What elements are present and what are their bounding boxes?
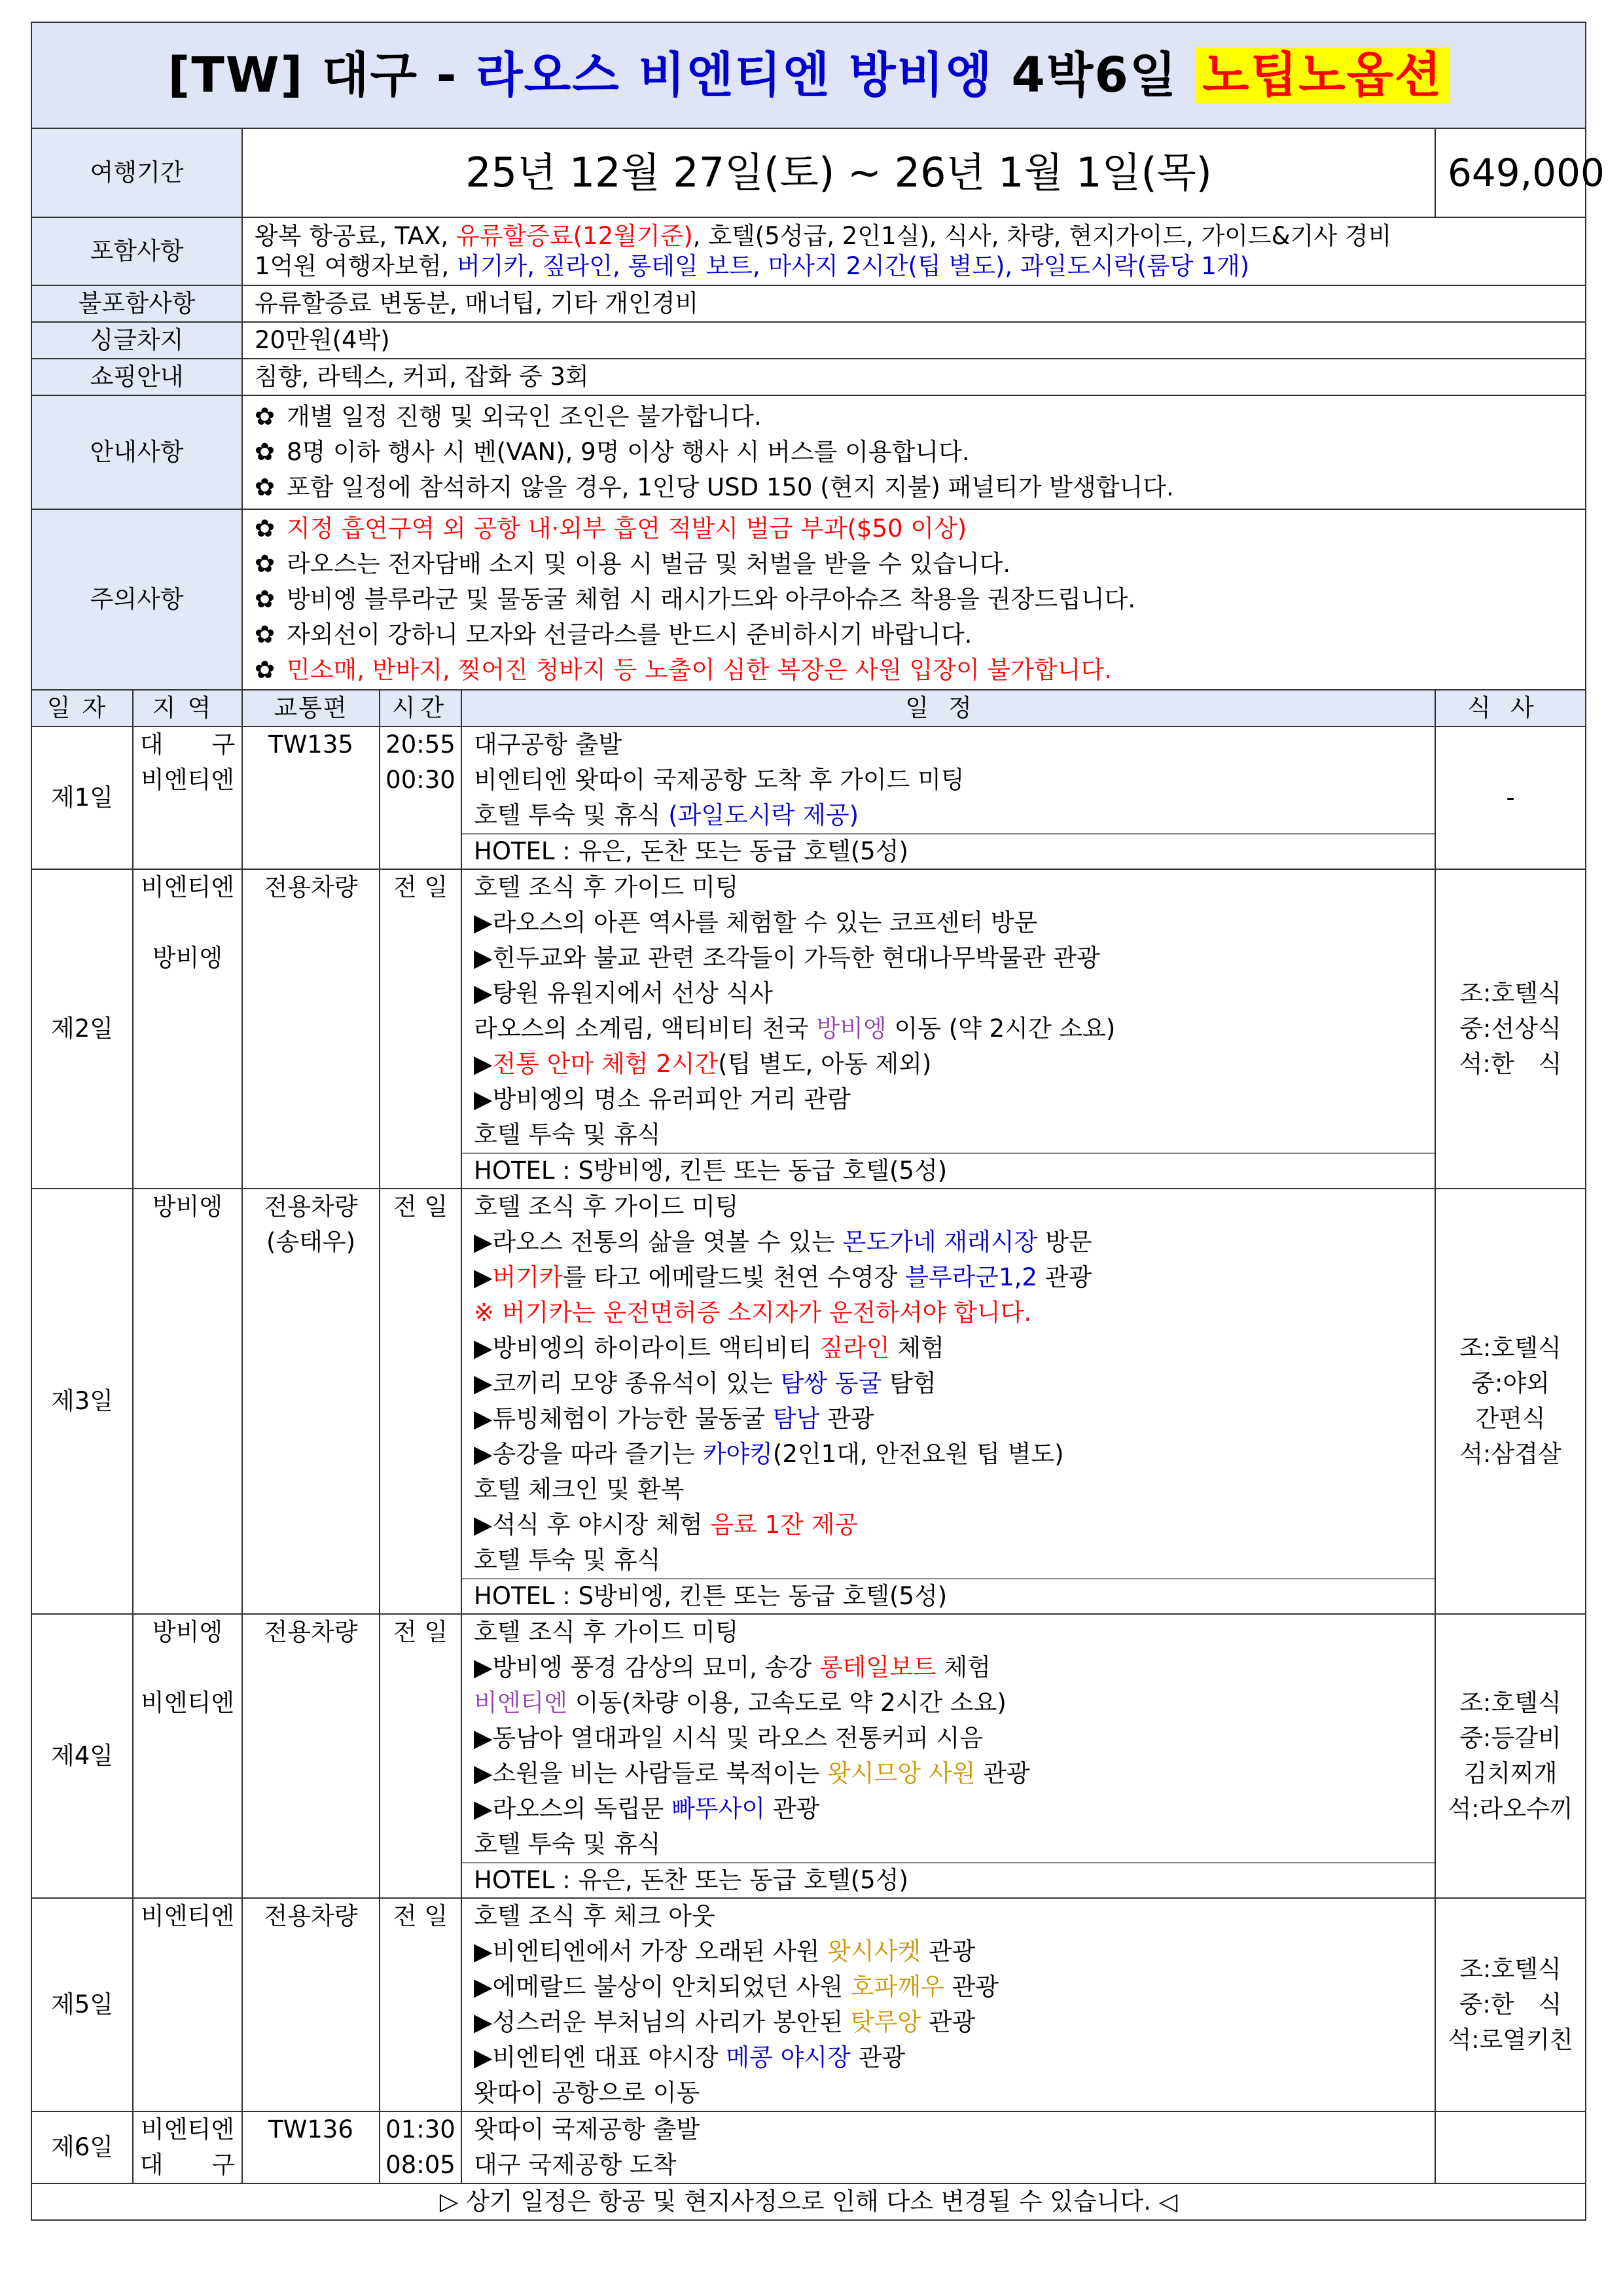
guide-label: 안내사항 <box>31 395 242 509</box>
day-schedule <box>461 1614 1435 1898</box>
schedule-text: ▶비엔티엔에서 가장 오래된 사원 <box>474 1937 828 1965</box>
schedule-line <box>462 1401 1435 1437</box>
include-line-1 <box>255 221 1573 251</box>
title-duration: 4박6일 <box>993 47 1196 103</box>
schedule-line: 호텔 조식 후 체크 아웃 <box>474 1902 715 1930</box>
meal-text: 조:호텔식 <box>1459 1334 1561 1362</box>
header-transport: 교통편 <box>242 690 380 726</box>
caution-item <box>255 547 1573 582</box>
header-region: 지역 <box>133 690 242 726</box>
day-time <box>380 2111 461 2183</box>
schedule-text: ▶비엔티엔 대표 야시장 <box>474 2043 726 2072</box>
schedule-line: 호텔 조식 후 가이드 미팅 <box>474 1618 739 1646</box>
region-text: 비엔티엔 <box>141 2115 234 2144</box>
day-transport: TW136 <box>242 2111 380 2183</box>
schedule-highlight: 탐쌍 동굴 <box>780 1369 882 1397</box>
include-fuel: 유류할증료(12월기준) <box>455 222 693 250</box>
schedule-text: 이동(차량 이용, 고속도로 약 2시간 소요) <box>567 1689 1007 1717</box>
schedule-line: 왓따이 공항으로 이동 <box>474 2079 700 2107</box>
schedule-line <box>462 1934 1435 1969</box>
schedule-line <box>462 1650 1435 1685</box>
schedule-text: ▶튜빙체험이 가능한 물동굴 <box>474 1405 773 1433</box>
schedule-text: ▶코끼리 모양 종유석이 있는 <box>474 1369 781 1397</box>
day-schedule <box>461 726 1435 869</box>
day-region <box>133 869 242 1189</box>
page-title <box>31 22 1586 128</box>
meal-text: 간편식 <box>1475 1405 1546 1433</box>
schedule-note: ※ 버기카는 운전면허증 소지자가 운전하셔야 합니다. <box>474 1299 1032 1327</box>
caution-text: 지정 흡연구역 외 공항 내·외부 흡연 적발시 벌금 부과($50 이상) <box>287 514 967 543</box>
schedule-highlight: 블루라군1,2 <box>905 1263 1037 1291</box>
title-prefix: [TW] 대구 - <box>168 47 476 103</box>
single-label: 싱글차지 <box>31 322 242 359</box>
hotel-line: HOTEL : S방비엥, 킨튼 또는 동급 호텔(5성) <box>462 1578 1435 1613</box>
day-time: 전 일 <box>380 1898 461 2111</box>
flower-icon: ✿ <box>255 473 276 501</box>
schedule-line <box>462 1011 1435 1047</box>
period-value: 25년 12월 27일(토) ~ 26년 1월 1일(목) <box>242 128 1435 217</box>
hotel-line: HOTEL : S방비엥, 킨튼 또는 동급 호텔(5성) <box>462 1153 1435 1188</box>
itinerary-sheet <box>31 22 1605 2221</box>
schedule-text: ▶송강을 따라 즐기는 <box>474 1440 703 1468</box>
include-activities: 버기카, 짚라인, 롱테일 보트, 마사지 2시간(팁 별도), 과일도시락(룸당 1개) <box>457 252 1250 280</box>
meal-text: 석:삼겹살 <box>1459 1440 1561 1468</box>
schedule-line <box>462 1225 1435 1260</box>
price: 649,000 <box>1435 128 1586 217</box>
schedule-line: ▶방비엥의 명소 유러피안 거리 관람 <box>474 1085 851 1113</box>
time-text: 20:55 <box>385 730 455 759</box>
caution-text: 라오스는 전자담배 소지 및 이용 시 벌금 및 처벌을 받을 수 있습니다. <box>287 550 1011 578</box>
schedule-text: 관광 <box>819 1405 874 1433</box>
schedule-line <box>462 1685 1435 1721</box>
schedule-line <box>462 2040 1435 2075</box>
period-label: 여행기간 <box>31 128 242 217</box>
day-meal <box>1435 869 1586 1189</box>
include-label: 포함사항 <box>31 217 242 285</box>
include-line-2 <box>255 251 1573 281</box>
guide-list <box>242 395 1586 509</box>
caution-text: 방비엥 블루라군 및 물동굴 체험 시 래시가드와 아쿠아슈즈 착용을 권장드립니다. <box>287 585 1136 613</box>
schedule-highlight: 버기카 <box>492 1263 563 1291</box>
caution-label: 주의사항 <box>31 509 242 690</box>
schedule-line: ▶힌두교와 불교 관련 조각들이 가득한 현대나무박물관 관광 <box>474 944 1100 972</box>
header-meal: 식사 <box>1435 690 1586 726</box>
include-text: 1억원 여행자보험, <box>255 252 457 280</box>
day-label: 제2일 <box>31 869 133 1189</box>
day-time: 전 일 <box>380 869 461 1189</box>
day-region: 방비엥 <box>133 1189 242 1614</box>
header-day: 일자 <box>31 690 133 726</box>
schedule-line: 왓따이 국제공항 출발 <box>474 2115 700 2144</box>
guide-text: 8명 이하 행사 시 벤(VAN), 9명 이상 행사 시 버스를 이용합니다. <box>287 438 970 466</box>
schedule-line <box>462 1437 1435 1472</box>
schedule-line <box>462 1260 1435 1295</box>
schedule-text: (2인1대, 안전요원 팁 별도) <box>772 1440 1064 1468</box>
single-value: 20만원(4박) <box>242 322 1586 359</box>
day-meal <box>1435 1614 1586 1898</box>
schedule-highlight: 음료 1잔 제공 <box>710 1511 859 1539</box>
meal-text: 석:한 식 <box>1459 1050 1562 1078</box>
day-region: 비엔티엔 <box>133 1898 242 2111</box>
meal-text: 석:로열키친 <box>1448 2026 1573 2054</box>
header-schedule: 일정 <box>461 690 1435 726</box>
day-row <box>31 1189 1586 1614</box>
hotel-line: HOTEL : 유은, 돈찬 또는 동급 호텔(5성) <box>462 1862 1435 1897</box>
schedule-text: ▶라오스 전통의 삶을 엿볼 수 있는 <box>474 1228 843 1256</box>
region-text: 방비엥 <box>152 1618 223 1646</box>
schedule-text: 관광 <box>1037 1263 1092 1291</box>
meal-text: 중:한 식 <box>1459 1990 1562 2018</box>
region-text: 비엔티엔 <box>141 1689 234 1717</box>
include-text: 왕복 항공료, TAX, <box>255 222 456 250</box>
schedule-text: 관광 <box>921 2008 976 2036</box>
region-text: 비엔티엔 <box>141 873 234 901</box>
flower-icon: ✿ <box>255 403 276 431</box>
day-label: 제1일 <box>31 726 133 869</box>
schedule-text: 체험 <box>936 1653 991 1681</box>
schedule-line: 호텔 투숙 및 휴식 <box>474 1546 661 1574</box>
footer-note: ▷ 상기 일정은 항공 및 현지사정으로 인해 다소 변경될 수 있습니다. ◁ <box>31 2183 1586 2220</box>
schedule-line <box>462 2005 1435 2040</box>
day-transport: 전용차량 <box>242 869 380 1189</box>
flower-icon: ✿ <box>255 585 276 613</box>
include-text: , 호텔(5성급, 2인1실), 식사, 차량, 현지가이드, 가이드&기사 경비 <box>692 222 1392 250</box>
schedule-line: 호텔 조식 후 가이드 미팅 <box>474 1193 739 1221</box>
day-schedule <box>461 2111 1435 2183</box>
flower-icon: ✿ <box>255 620 276 649</box>
schedule-text: 관광 <box>975 1759 1030 1787</box>
meal-text: 중:등갈비 <box>1459 1724 1561 1752</box>
flower-icon: ✿ <box>255 514 276 543</box>
day-transport: 전용차량 <box>242 1614 380 1898</box>
flower-icon: ✿ <box>255 438 276 466</box>
schedule-line <box>462 1507 1435 1543</box>
exclude-value: 유류할증료 변동분, 매너팁, 기타 개인경비 <box>242 285 1586 322</box>
schedule-text: ▶소원을 비는 사람들로 북적이는 <box>474 1759 828 1787</box>
schedule-line: 호텔 조식 후 가이드 미팅 <box>474 873 739 901</box>
schedule-text: 호텔 투숙 및 휴식 <box>474 801 669 829</box>
schedule-text: 라오스의 소계림, 액티비티 천국 <box>474 1014 817 1043</box>
schedule-line: 대구 국제공항 도착 <box>474 2151 677 2179</box>
schedule-line: 대구공항 출발 <box>474 730 622 759</box>
include-value <box>242 217 1586 285</box>
day-row <box>31 1614 1586 1898</box>
transport-text: (송태우) <box>266 1228 356 1256</box>
guide-item <box>255 399 1573 435</box>
schedule-text: 관광 <box>850 2043 906 2072</box>
schedule-line <box>462 1969 1435 2005</box>
schedule-highlight: 탓루앙 <box>850 2008 921 2036</box>
header-time: 시간 <box>380 690 461 726</box>
caution-list <box>242 509 1586 690</box>
guide-text: 포함 일정에 참석하지 않을 경우, 1인당 USD 150 (현지 지불) 패널티가 발생합니다. <box>287 473 1174 501</box>
schedule-text: ▶라오스의 독립문 <box>474 1795 672 1823</box>
schedule-line <box>462 1791 1435 1827</box>
caution-item <box>255 617 1573 653</box>
day-time <box>380 726 461 869</box>
day-time: 전 일 <box>380 1614 461 1898</box>
guide-item <box>255 470 1573 505</box>
spacer <box>134 905 241 941</box>
schedule-highlight: 전통 안마 체험 2시간 <box>492 1050 719 1078</box>
day-label: 제6일 <box>31 2111 133 2183</box>
schedule-text: (팁 별도, 아동 제외) <box>718 1050 932 1078</box>
transport-text: 전용차량 <box>264 1193 358 1221</box>
day-meal <box>1435 2111 1586 2183</box>
day-region <box>133 726 242 869</box>
guide-text: 개별 일정 진행 및 외국인 조인은 불가합니다. <box>287 403 762 431</box>
shopping-label: 쇼핑안내 <box>31 359 242 395</box>
schedule-line <box>462 1331 1435 1366</box>
itinerary-table <box>31 22 1605 2221</box>
schedule-highlight: 몬도가네 재래시장 <box>842 1228 1038 1256</box>
day-row <box>31 869 1586 1189</box>
schedule-text: ▶석식 후 야시장 체험 <box>474 1511 711 1539</box>
schedule-line <box>462 1756 1435 1791</box>
day-label: 제3일 <box>31 1189 133 1614</box>
day-row <box>31 726 1586 869</box>
schedule-highlight: 탐남 <box>772 1405 820 1433</box>
schedule-highlight: 방비엥 <box>816 1014 887 1043</box>
meal-text: 조:호텔식 <box>1459 1955 1561 1983</box>
schedule-text: ▶방비엥 풍경 감상의 묘미, 송강 <box>474 1653 819 1681</box>
time-text: 08:05 <box>385 2151 455 2179</box>
meal-text: 중:야외 <box>1471 1369 1550 1397</box>
hotel-line: HOTEL : 유은, 돈찬 또는 동급 호텔(5성) <box>462 833 1435 869</box>
time-text: 00:30 <box>385 766 455 794</box>
time-text: 01:30 <box>385 2115 455 2144</box>
title-badge: 노팁노옵션 <box>1196 47 1449 103</box>
schedule-text: 관광 <box>921 1937 976 1965</box>
guide-item <box>255 435 1573 470</box>
meal-text: 조:호텔식 <box>1459 979 1561 1007</box>
schedule-line <box>462 798 1435 833</box>
schedule-text: 탐험 <box>882 1369 936 1397</box>
schedule-line: ▶동남아 열대과일 시식 및 라오스 전통커피 시음 <box>474 1724 984 1752</box>
region-text: 대 구 <box>139 2151 236 2179</box>
schedule-line <box>462 1047 1435 1082</box>
schedule-text: 이동 (약 2시간 소요) <box>886 1014 1116 1043</box>
flower-icon: ✿ <box>255 550 276 578</box>
region-text: 대 구 <box>139 730 236 759</box>
title-route: 라오스 비엔티엔 방비엥 <box>476 47 993 103</box>
day-meal <box>1435 1898 1586 2111</box>
day-row <box>31 1898 1586 2111</box>
exclude-label: 불포함사항 <box>31 285 242 322</box>
day-schedule <box>461 869 1435 1189</box>
schedule-highlight: (과일도시락 제공) <box>668 801 859 829</box>
day-meal: - <box>1435 726 1586 869</box>
caution-text: 자외선이 강하니 모자와 선글라스를 반드시 준비하시기 바랍니다. <box>287 620 972 649</box>
schedule-highlight: 왓시므앙 사원 <box>827 1759 976 1787</box>
schedule-text: ▶ <box>474 1050 493 1078</box>
spacer <box>134 1650 241 1685</box>
meal-text: 조:호텔식 <box>1459 1689 1561 1717</box>
schedule-text: 관광 <box>765 1795 820 1823</box>
schedule-line: 호텔 투숙 및 휴식 <box>474 1830 661 1858</box>
schedule-text: ▶에메랄드 불상이 안치되었던 사원 <box>474 1973 851 2001</box>
schedule-highlight: 비엔티엔 <box>474 1689 567 1717</box>
day-schedule <box>461 1898 1435 2111</box>
day-transport: 전용차량 <box>242 1898 380 2111</box>
caution-text: 민소매, 반바지, 찢어진 청바지 등 노출이 심한 복장은 사원 입장이 불가합니다. <box>287 656 1112 684</box>
day-time: 전 일 <box>380 1189 461 1614</box>
schedule-highlight: 롱테일보트 <box>819 1653 936 1681</box>
shopping-value: 침향, 라텍스, 커피, 잡화 중 3회 <box>242 359 1586 395</box>
schedule-line: 비엔티엔 왓따이 국제공항 도착 후 가이드 미팅 <box>474 766 965 794</box>
caution-item <box>255 653 1573 688</box>
meal-text: 김치찌개 <box>1463 1759 1558 1787</box>
meal-text: 석:라오수끼 <box>1448 1795 1573 1823</box>
day-region <box>133 1614 242 1898</box>
schedule-text: 체험 <box>889 1334 944 1362</box>
day-transport <box>242 1189 380 1614</box>
caution-item <box>255 511 1573 547</box>
meal-text: 중:선상식 <box>1459 1014 1561 1043</box>
schedule-highlight: 카야킹 <box>702 1440 773 1468</box>
schedule-text: 를 타고 에메랄드빛 천연 수영장 <box>562 1263 906 1291</box>
schedule-text: ▶성스러운 부처님의 사리가 봉안된 <box>474 2008 851 2036</box>
schedule-text: ▶ <box>474 1263 493 1291</box>
schedule-highlight: 메콩 야시장 <box>726 2043 851 2072</box>
schedule-line <box>462 1366 1435 1401</box>
day-label: 제5일 <box>31 1898 133 2111</box>
day-schedule <box>461 1189 1435 1614</box>
schedule-text: 관광 <box>944 1973 999 2001</box>
schedule-line: ▶라오스의 아픈 역사를 체험할 수 있는 코프센터 방문 <box>474 908 1038 937</box>
day-region <box>133 2111 242 2183</box>
day-row <box>31 2111 1586 2183</box>
day-transport: TW135 <box>242 726 380 869</box>
schedule-highlight: 빠뚜사이 <box>671 1795 766 1823</box>
region-text: 방비엥 <box>152 944 223 972</box>
day-label: 제4일 <box>31 1614 133 1898</box>
schedule-text: ▶방비엥의 하이라이트 액티비티 <box>474 1334 820 1362</box>
schedule-text: 방문 <box>1037 1228 1092 1256</box>
caution-item <box>255 582 1573 617</box>
schedule-line: 호텔 투숙 및 휴식 <box>474 1121 661 1149</box>
schedule-line: 호텔 체크인 및 환복 <box>474 1475 685 1503</box>
schedule-line: ▶탕원 유원지에서 선상 식사 <box>474 979 773 1007</box>
region-text: 비엔티엔 <box>141 766 234 794</box>
day-meal <box>1435 1189 1586 1614</box>
schedule-highlight: 호파깨우 <box>850 1973 944 2001</box>
schedule-highlight: 왓시사켓 <box>827 1937 921 1965</box>
schedule-highlight: 짚라인 <box>819 1334 890 1362</box>
flower-icon: ✿ <box>255 656 276 684</box>
